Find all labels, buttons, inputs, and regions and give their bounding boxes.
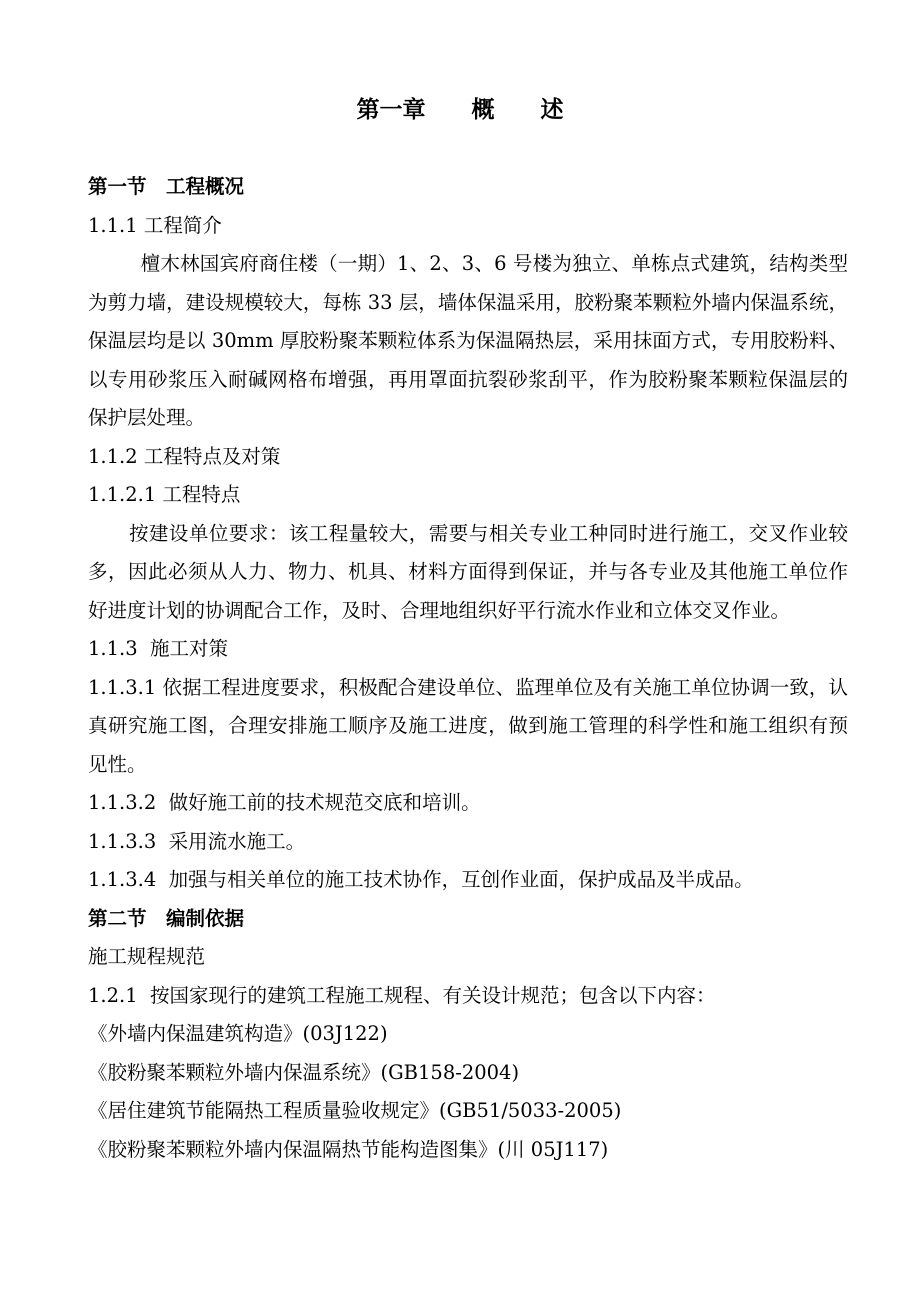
section-heading-1: 第一节 工程概况 <box>88 175 245 198</box>
subsection-1-1-2-1: 1.1.2.1 工程特点 <box>88 483 241 506</box>
subsection-1-1-1: 1.1.1 工程简介 <box>88 213 222 237</box>
chapter-title: 第一章 概 述 <box>356 97 564 123</box>
item-1-1-3-3: 1.1.3.3 采用流水施工。 <box>88 829 306 853</box>
reference-item: 《外墙内保温建筑构造》(03J122) <box>88 1022 388 1045</box>
project-intro-paragraph: 檀木林国宾府商住楼（一期）1、2、3、6 号楼为独立、单栋点式建筑，结构类型为剪力墙，建设规模较大，每栋 33 层，墙体保温采用，胶粉聚苯颗粒外墙内保温系统，保温层均是以 30mm 厚胶粉聚苯颗粒体系为保温隔热层，采用抹面方式，专用胶粉料、以专用砂浆压入耐碱网格布增强，再用罩面抗裂砂浆刮平，作为胶粉聚苯颗粒保温层的保护层处理。 <box>88 252 848 429</box>
subsection-1-1-2: 1.1.2 工程特点及对策 <box>88 444 281 468</box>
subsection-1-1-3: 1.1.3 施工对策 <box>88 637 229 660</box>
item-1-1-3-4: 1.1.3.4 加强与相关单位的施工技术协作，互创作业面，保护成品及半成品。 <box>88 868 754 891</box>
section-heading-2: 第二节 编制依据 <box>88 906 245 930</box>
reference-item: 《胶粉聚苯颗粒外墙内保温系统》(GB158-2004) <box>88 1060 520 1084</box>
reference-item: 《居住建筑节能隔热工程质量验收规定》(GB51/5033-2005) <box>88 1099 622 1122</box>
document-body <box>88 168 848 1169</box>
item-1-1-3-2: 1.1.3.2 做好施工前的技术规范交底和培训。 <box>88 791 481 814</box>
item-1-1-3-1: 1.1.3.1 依据工程进度要求，积极配合建设单位、监理单位及有关施工单位协调一致，认真研究施工图，合理安排施工顺序及施工进度，做到施工管理的科学性和施工组织有预见性。 <box>88 675 848 776</box>
item-1-2-1: 1.2.1 按国家现行的建筑工程施工规程、有关设计规范；包含以下内容： <box>88 983 716 1007</box>
standards-subheading: 施工规程规范 <box>88 945 206 968</box>
reference-item: 《胶粉聚苯颗粒外墙内保温隔热节能构造图集》(川 05J117) <box>88 1137 609 1161</box>
project-features-paragraph: 按建设单位要求：该工程量较大，需要与相关专业工种同时进行施工，交叉作业较多，因此必须从人力、物力、机具、材料方面得到保证，并与各专业及其他施工单位作好进度计划的协调配合工作，及时、合理地组织好平行流水作业和立体交叉作业。 <box>88 521 848 622</box>
